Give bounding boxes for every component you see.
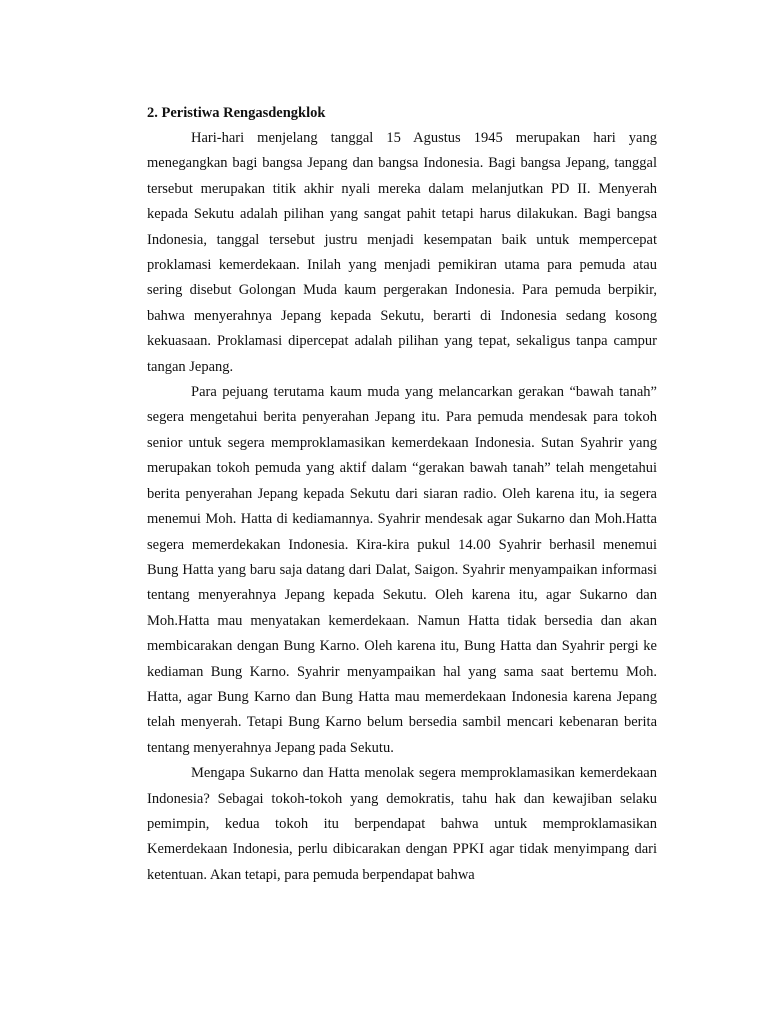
paragraph-1: Hari-hari menjelang tanggal 15 Agustus 1945 merupakan hari yang menegangkan bagi bangsa Jepang dan bangsa Indonesia. Bagi bangsa Jepang, tanggal tersebut merupakan titik akhir nyali mereka dalam melanjutkan PD II. Menyerah kepada Sekutu adalah pilihan yang sangat pahit tetapi harus dilakukan. Bagi bangsa Indonesia, tanggal tersebut justru menjadi kesempatan baik untuk mempercepat proklamasi kemerdekaan. Inilah yang menjadi pemikiran utama para pemuda atau sering disebut Golongan Muda kaum pergerakan Indonesia. Para pemuda berpikir, bahwa menyerahnya Jepang kepada Sekutu, berarti di Indonesia sedang kosong kekuasaan. Proklamasi dipercepat adalah pilihan yang tepat, sekaligus tanpa campur tangan Jepang. (147, 130, 657, 375)
paragraph-2: Para pejuang terutama kaum muda yang melancarkan gerakan “bawah tanah” segera mengetahui berita penyerahan Jepang itu. Para pemuda mendesak para tokoh senior untuk segera memproklamasikan kemerdekaan Indonesia. Sutan Syahrir yang merupakan tokoh pemuda yang aktif dalam “gerakan bawah tanah” telah mengetahui berita penyerahan Jepang kepada Sekutu dari siaran radio. Oleh karena itu, ia segera menemui Moh. Hatta di kediamannya. Syahrir mendesak agar Sukarno dan Moh.Hatta segera memerdekakan Indonesia. Kira-kira pukul 14.00 Syahrir berhasil menemui Bung Hatta yang baru saja datang dari Dalat, Saigon. Syahrir menyampaikan informasi tentang menyerahnya Jepang kepada Sekutu. Oleh karena itu, agar Sukarno dan Moh.Hatta mau menyatakan kemerdekaan. Namun Hatta tidak bersedia dan akan membicarakan dengan Bung Karno. Oleh karena itu, Bung Hatta dan Syahrir pergi ke kediaman Bung Karno. Syahrir menyampaikan hal yang sama saat bertemu Moh. Hatta, agar Bung Karno dan Bung Hatta mau memerdekaan Indonesia karena Jepang telah menyerah. Tetapi Bung Karno belum bersedia sambil mencari kebenaran berita tentang menyerahnya Jepang pada Sekutu. (147, 384, 657, 756)
document-body (147, 100, 657, 888)
section-heading: 2. Peristiwa Rengasdengklok (147, 105, 326, 121)
paragraph-3: Mengapa Sukarno dan Hatta menolak segera memproklamasikan kemerdekaan Indonesia? Sebagai tokoh-tokoh yang demokratis, tahu hak dan kewajiban selaku pemimpin, kedua tokoh itu berpendapat bahwa untuk memproklamasikan Kemerdekaan Indonesia, perlu dibicarakan dengan PPKI agar tidak menyimpang dari ketentuan. Akan tetapi, para pemuda berpendapat bahwa (147, 765, 657, 883)
